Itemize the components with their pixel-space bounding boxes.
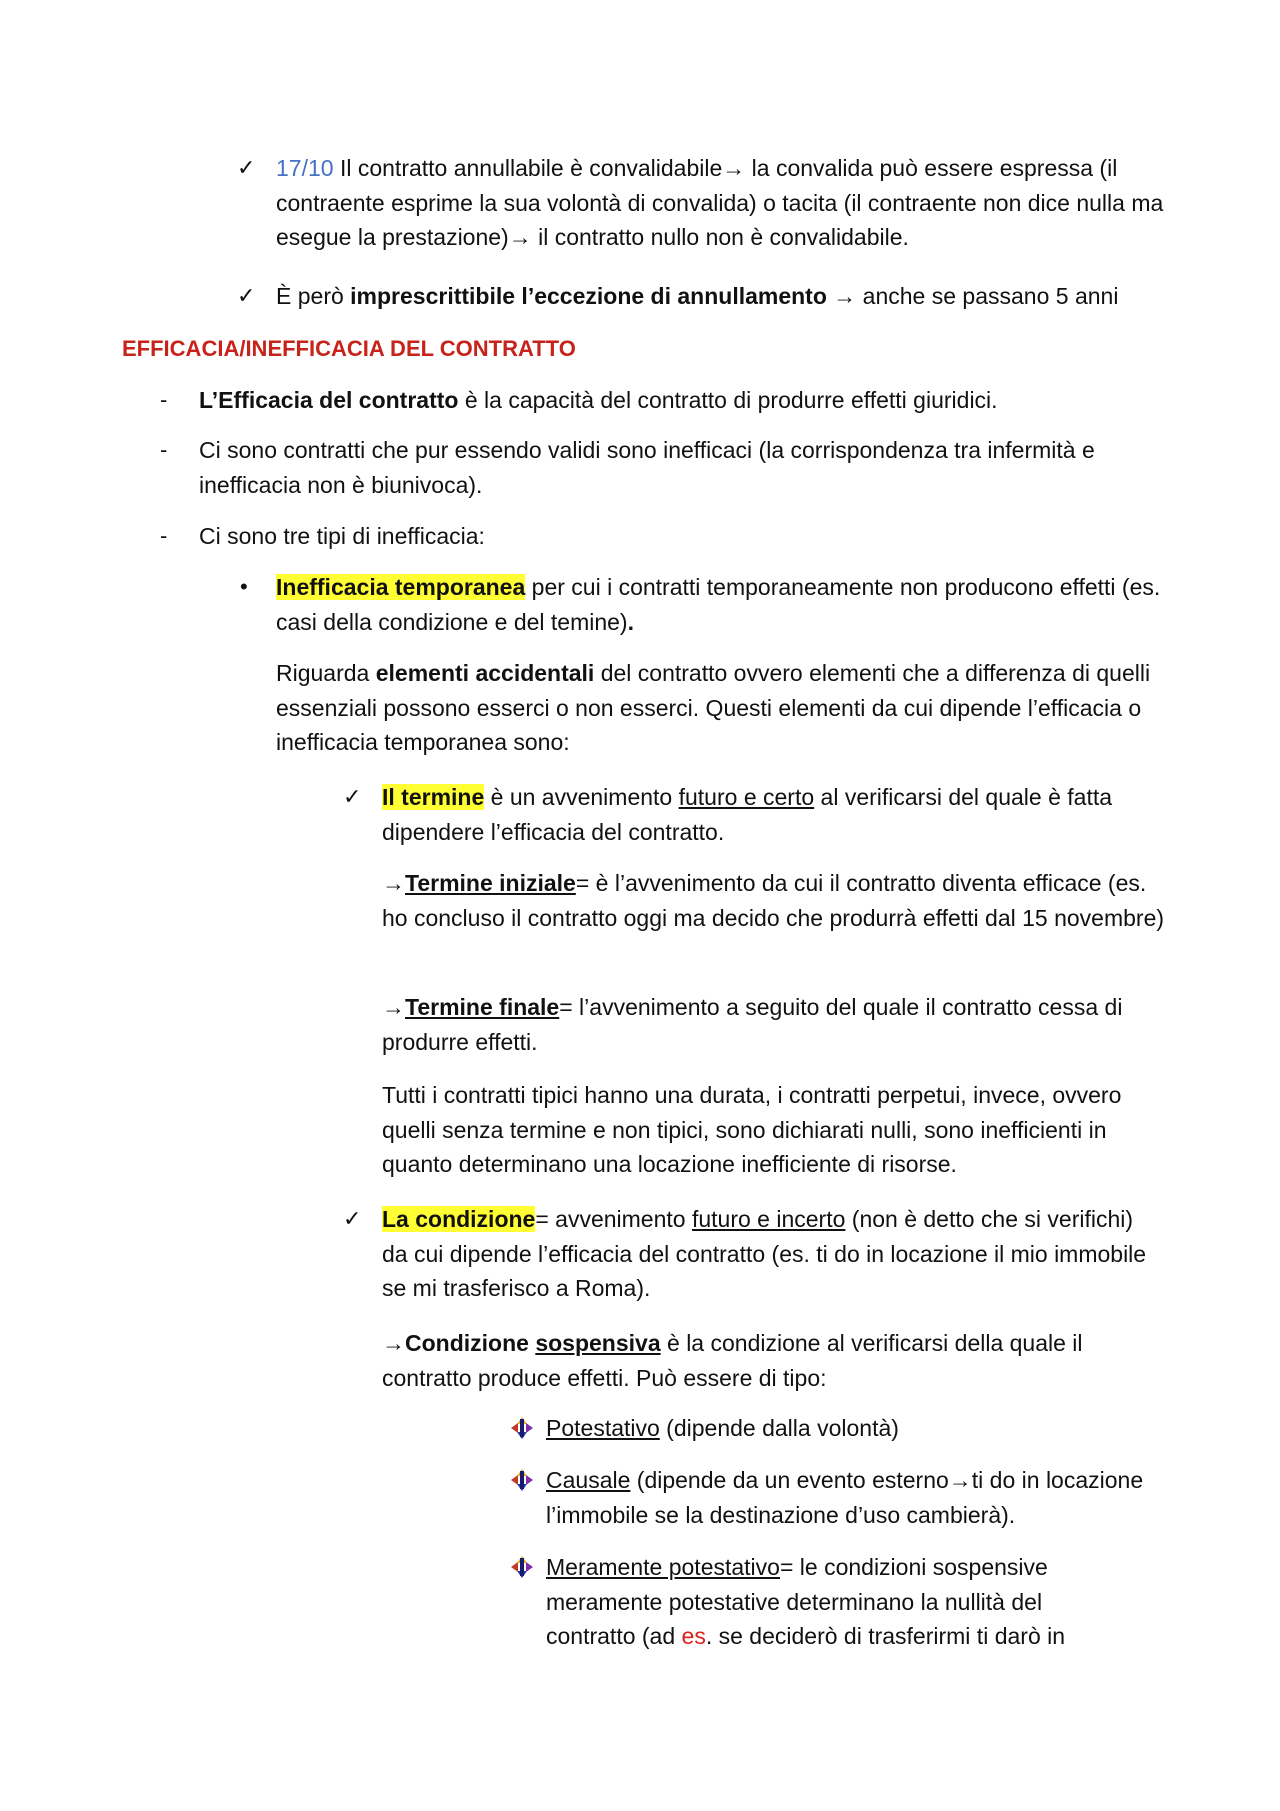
check-item-condizione: La condizione= avvenimento futuro e incerto (non è detto che si verifichi) da cui dipende l’efficacia del contratto (es. ti do in locazione il mio immobile se mi trasferisco a Roma).: [382, 1206, 1147, 1301]
dash-item-contratti: Ci sono contratti che pur essendo validi sono inefficaci (la corrispondenza tra infermità e inefficacia non è biunivoca).: [199, 437, 1095, 498]
paragraph-termine-finale: →Termine finale= l’avvenimento a seguito del quale il contratto cessa di produrre effetti.: [382, 994, 1123, 1055]
highlight-condizione: La condizione: [382, 1206, 536, 1232]
dash-item-efficacia: L’Efficacia del contratto è la capacità del contratto di produrre effetti giuridici.: [199, 387, 998, 413]
list-item-convalida: 17/10 Il contratto annullabile è convalidabile→ la convalida può essere espressa (il contraente esprime la sua volontà di convalida) o tacita (il contraente non dice nulla ma esegue la prestazione)→ il contratto nullo non è convalidabile.: [276, 151, 1176, 255]
quad-arrow-bullet-icon: [509, 1554, 535, 1580]
dash-marker: -: [160, 437, 168, 462]
paragraph-condizione-sospensiva: →Condizione sospensiva è la condizione al verificarsi della quale il contratto produce effetti. Può essere di tipo:: [382, 1330, 1083, 1391]
sub-item-potestativo: Potestativo (dipende dalla volontà): [546, 1415, 899, 1441]
arrow-icon: →: [722, 155, 746, 181]
check-mark-icon: ✓: [237, 283, 256, 308]
paragraph-tutti-contratti: Tutti i contratti tipici hanno una durata, i contratti perpetui, invece, ovvero quelli senza termine e non tipici, sono dichiarati nulli, sono inefficienti in quanto determinano una locazione inefficiente di risorse.: [382, 1082, 1122, 1177]
check-mark-icon: ✓: [343, 784, 362, 809]
dash-marker: -: [160, 523, 168, 548]
bullet-item-inefficacia: Inefficacia temporanea per cui i contratti temporaneamente non producono effetti (es. casi della condizione e del temine).: [276, 574, 1161, 635]
quad-arrow-bullet-icon: [509, 1467, 535, 1493]
highlight-inefficacia: Inefficacia temporanea: [276, 574, 526, 600]
arrow-icon: →: [826, 283, 863, 309]
sub-item-causale: Causale (dipende da un evento esterno→ti do in locazione l’immobile se la destinazione d’uso cambierà).: [546, 1467, 1144, 1528]
section-heading: EFFICACIA/INEFFICACIA DEL CONTRATTO: [122, 336, 576, 361]
highlight-termine: Il termine: [382, 784, 485, 810]
paragraph-elementi: Riguarda elementi accidentali del contratto ovvero elementi che a differenza di quelli essenziali possono esserci o non esserci. Questi elementi da cui dipende l’efficacia o inefficacia temporanea sono:: [276, 660, 1151, 755]
dash-marker: -: [160, 387, 168, 412]
dash-item-tipi: Ci sono tre tipi di inefficacia:: [199, 523, 485, 549]
quad-arrow-bullet-icon: [509, 1415, 535, 1441]
arrow-icon: →: [948, 1467, 972, 1493]
paragraph-termine-iniziale: →Termine iniziale= è l’avvenimento da cui il contratto diventa efficace (es. ho concluso il contratto oggi ma decido che produrrà effetti dal 15 novembre): [382, 870, 1165, 931]
check-item-termine: Il termine è un avvenimento futuro e certo al verificarsi del quale è fatta dipendere l’efficacia del contratto.: [382, 784, 1113, 845]
check-mark-icon: ✓: [343, 1206, 362, 1231]
arrow-icon: →: [382, 1330, 405, 1356]
arrow-icon: →: [508, 224, 532, 250]
date-label: 17/10: [276, 155, 334, 181]
arrow-icon: →: [382, 870, 405, 896]
list-item-imprescrittibile: È però imprescrittibile l’eccezione di annullamento → anche se passano 5 anni: [276, 283, 1119, 309]
sub-item-meramente-potestativo: Meramente potestativo= le condizioni sospensive meramente potestative determinano la nullità del contratto (ad es. se deciderò di trasferirmi ti darò in: [546, 1554, 1066, 1649]
arrow-icon: →: [382, 994, 405, 1020]
bullet-marker: •: [240, 574, 248, 599]
check-mark-icon: ✓: [237, 155, 256, 180]
